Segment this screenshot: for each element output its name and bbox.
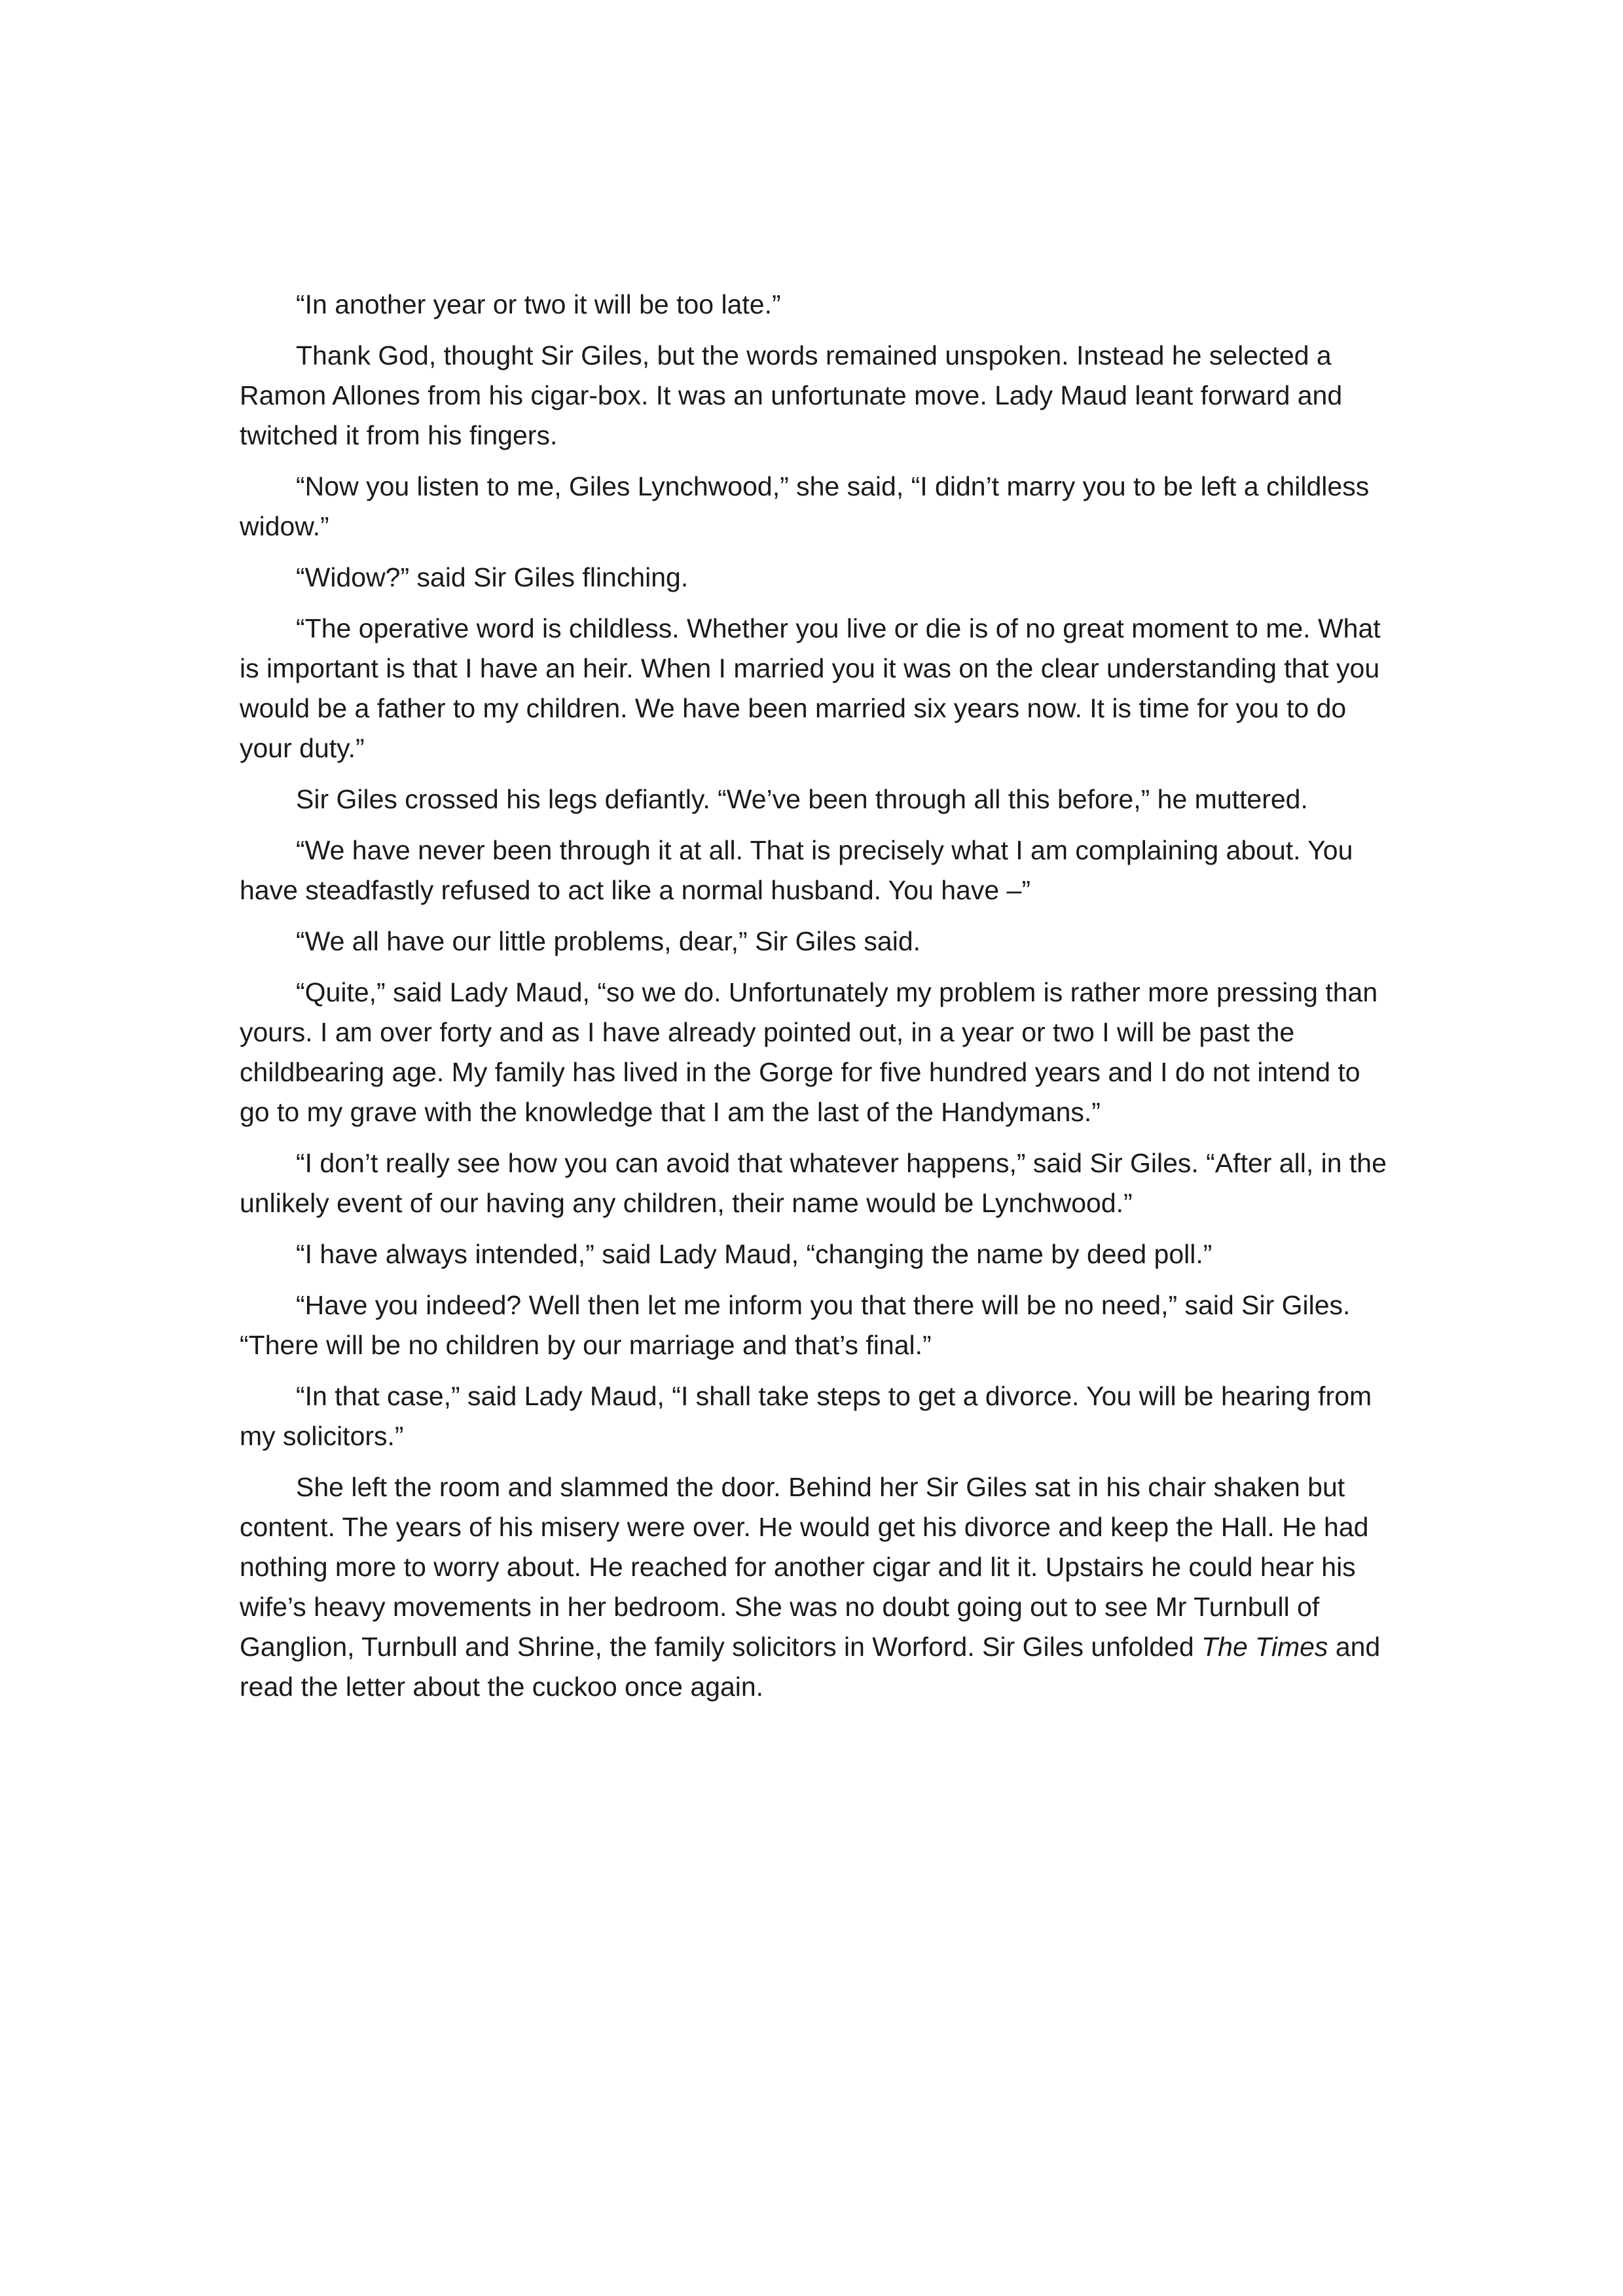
paragraph: “We have never been through it at all. That is precisely what I am complaining about. You have steadfastly refused to act like a normal husband. You have –” (240, 835, 1353, 905)
paragraph: Thank God, thought Sir Giles, but the words remained unspoken. Instead he selected a Ramon Allones from his cigar-box. It was an unfortunate move. Lady Maud leant forward and twitched it from his fingers. (240, 340, 1343, 450)
paragraph: “I don’t really see how you can avoid that whatever happens,” said Sir Giles. “After all, in the unlikely event of our having any children, their name would be Lynchwood.” (240, 1148, 1387, 1218)
paragraph: “We all have our little problems, dear,” Sir Giles said. (296, 926, 921, 956)
paragraph: “In that case,” said Lady Maud, “I shall take steps to get a divorce. You will be hearing from my solicitors.” (240, 1381, 1372, 1451)
paragraph: “In another year or two it will be too late.” (296, 289, 781, 319)
final-paragraph-end: and read the letter about the cuckoo once again. (240, 1632, 1381, 1702)
paragraph: “Quite,” said Lady Maud, “so we do. Unfortunately my problem is rather more pressing than yours. I am over forty and as I have already pointed out, in a year or two I will be past the childbearing age. My family has lived in the Gorge for five hundred years and I do not intend to go to my grave with the knowledge that I am the last of the Handymans.” (240, 977, 1378, 1127)
paragraph: “I have always intended,” said Lady Maud, “changing the name by deed poll.” (296, 1239, 1213, 1269)
paragraph: “Widow?” said Sir Giles flinching. (296, 562, 689, 592)
paragraph: “The operative word is childless. Whether you live or die is of no great moment to me. What is important is that I have an heir. When I married you it was on the clear understanding that you would be a father to my children. We have been married six years now. It is time for you to do your duty.” (240, 613, 1381, 763)
final-paragraph (240, 1467, 1393, 1707)
body-text (240, 285, 1393, 1707)
paragraph: “Have you indeed? Well then let me inform you that there will be no need,” said Sir Giles. “There will be no children by our marriage and that’s final.” (240, 1290, 1351, 1360)
paragraph: “Now you listen to me, Giles Lynchwood,” she said, “I didn’t marry you to be left a childless widow.” (240, 471, 1370, 541)
paragraph: Sir Giles crossed his legs defiantly. “We’ve been through all this before,” he muttered. (296, 784, 1308, 814)
newspaper-title: The Times (1201, 1632, 1328, 1662)
final-paragraph-start: She left the room and slammed the door. Behind her Sir Giles sat in his chair shaken but content. The years of his misery were over. He would get his divorce and keep the Hall. He had nothing more to worry about. He reached for another cigar and lit it. Upstairs he could hear his wife’s heavy movements in her bedroom. She was no doubt going out to see Mr Turnbull of Ganglion, Turnbull and Shrine, the family solicitors in Worford. Sir Giles unfolded (240, 1472, 1369, 1662)
